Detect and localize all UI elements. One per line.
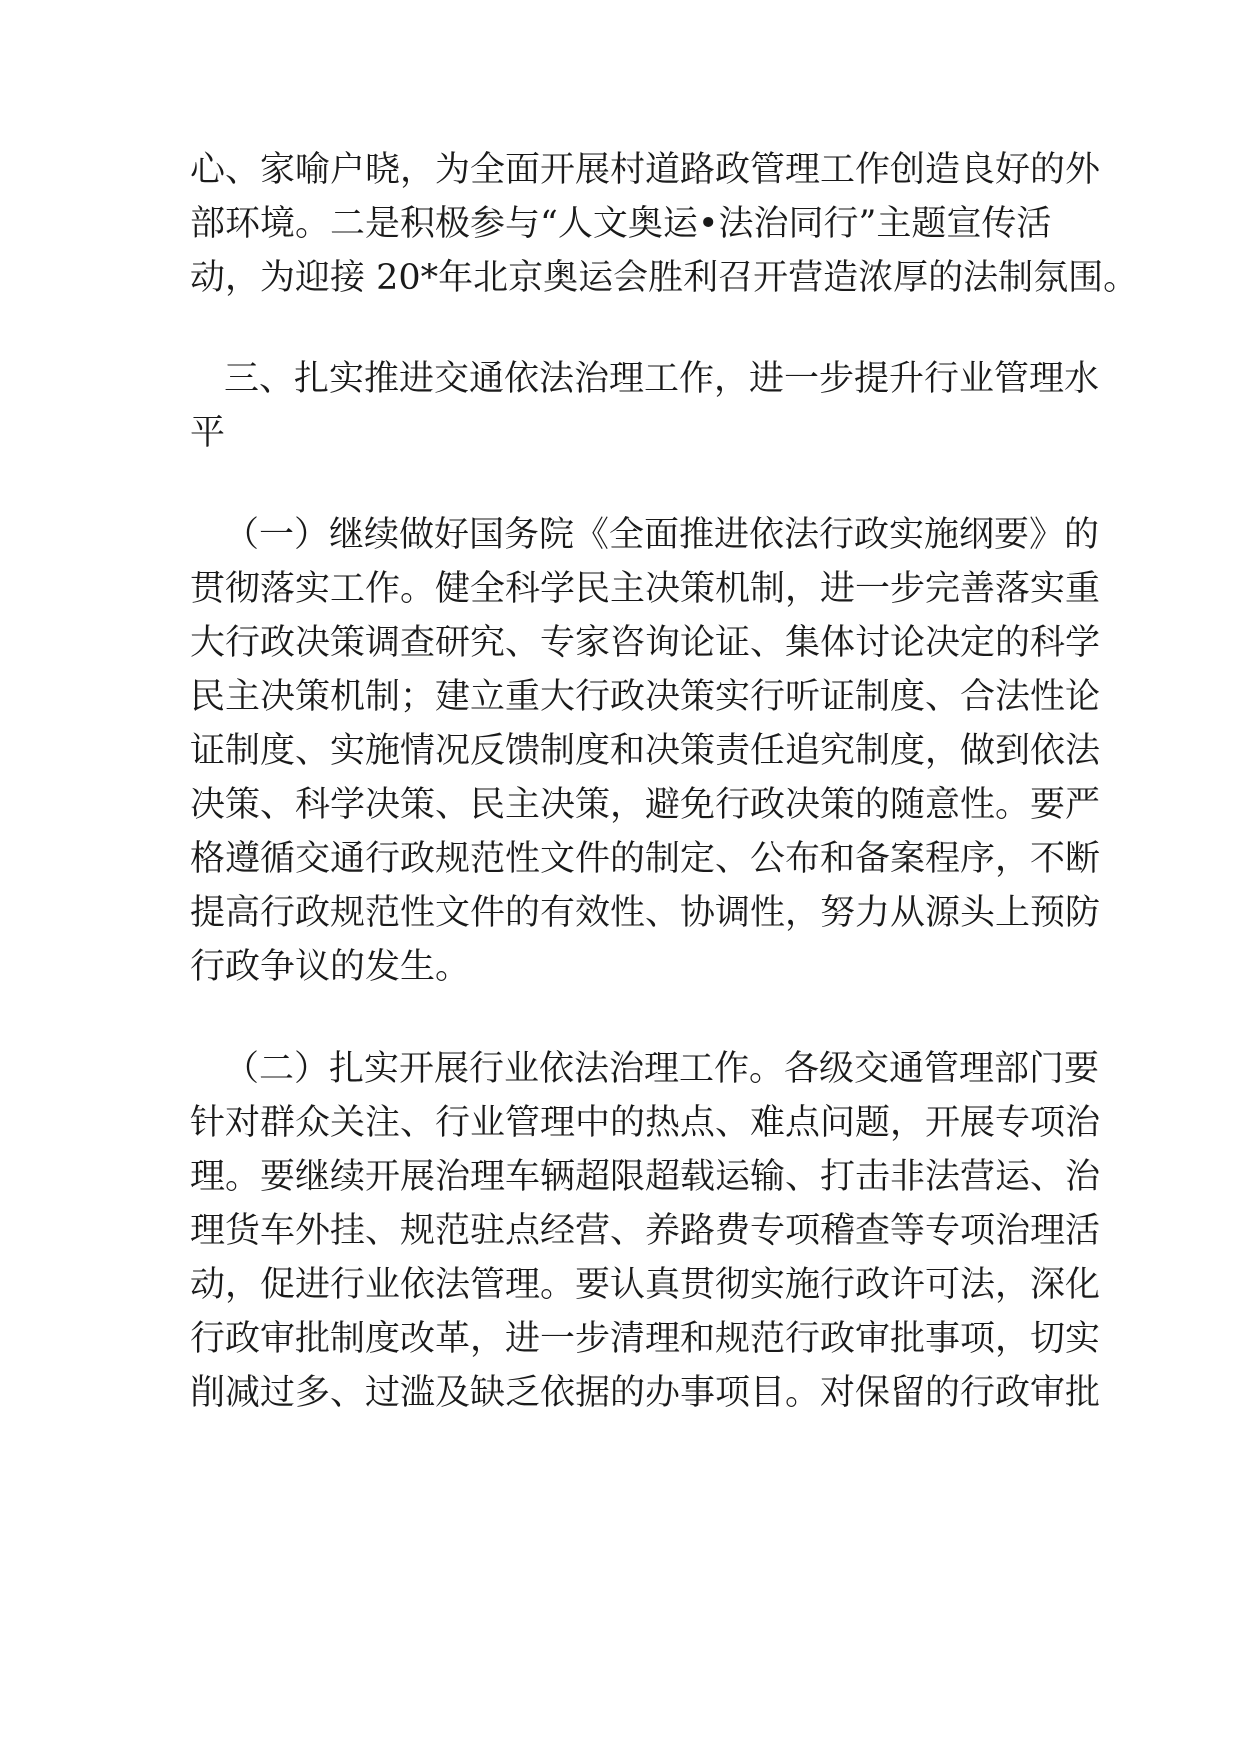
text-line: 心、家喻户晓，为全面开展村道路政管理工作创造良好的外 <box>190 150 1101 190</box>
text-line: 动，促进行业依法管理。要认真贯彻实施行政许可法，深化 <box>190 1265 1101 1305</box>
text-line: 理。要继续开展治理车辆超限超载运输、打击非法营运、治 <box>190 1157 1101 1197</box>
text-line: 民主决策机制；建立重大行政决策实行听证制度、合法性论 <box>190 677 1101 717</box>
text-line: （二）扎实开展行业依法治理工作。各级交通管理部门要 <box>224 1049 1100 1089</box>
text-line: 行政争议的发生。 <box>190 947 471 987</box>
heading-line: 三、扎实推进交通依法治理工作，进一步提升行业管理水 <box>224 359 1100 399</box>
text-line: 部环境。二是积极参与“人文奥运•法治同行”主题宣传活 <box>190 204 1052 244</box>
text-line: 格遵循交通行政规范性文件的制定、公布和备案程序，不断 <box>190 839 1101 879</box>
heading-line: 平 <box>190 413 226 453</box>
text-line: 证制度、实施情况反馈制度和决策责任追究制度，做到依法 <box>190 731 1101 771</box>
text-line: 提高行政规范性文件的有效性、协调性，努力从源头上预防 <box>190 893 1101 933</box>
text-line: 理货车外挂、规范驻点经营、养路费专项稽查等专项治理活 <box>190 1211 1101 1251</box>
text-line: （一）继续做好国务院《全面推进依法行政实施纲要》的 <box>224 515 1100 555</box>
text-line: 针对群众关注、行业管理中的热点、难点问题，开展专项治 <box>190 1103 1101 1143</box>
text-line: 大行政决策调查研究、专家咨询论证、集体讨论决定的科学 <box>190 623 1101 663</box>
text-line: 行政审批制度改革，进一步清理和规范行政审批事项，切实 <box>190 1319 1101 1359</box>
text-line: 动，为迎接 20*年北京奥运会胜利召开营造浓厚的法制氛围。 <box>190 258 1139 298</box>
text-line: 贯彻落实工作。健全科学民主决策机制，进一步完善落实重 <box>190 569 1101 609</box>
text-line: 削减过多、过滥及缺乏依据的办事项目。对保留的行政审批 <box>190 1373 1101 1413</box>
text-line: 决策、科学决策、民主决策，避免行政决策的随意性。要严 <box>190 785 1101 825</box>
